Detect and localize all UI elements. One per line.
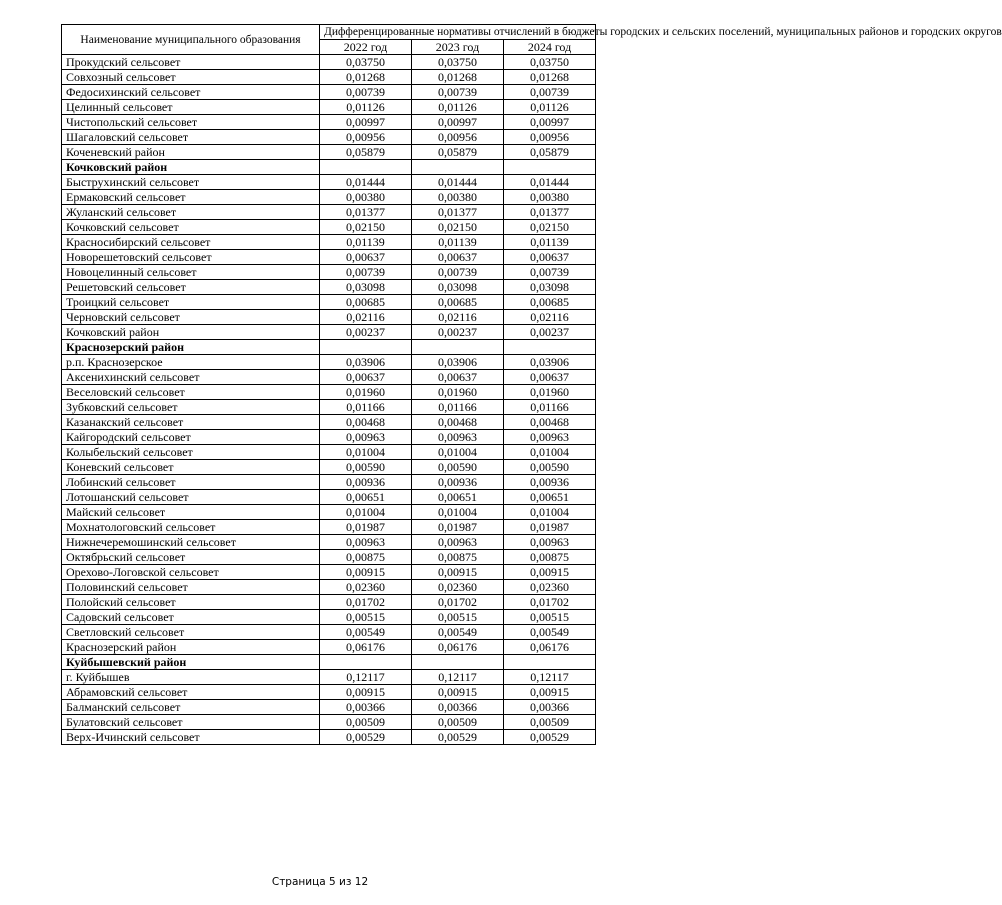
value-2022-cell: 0,01139: [320, 235, 412, 250]
table-row: [62, 550, 596, 565]
table-row: [62, 460, 596, 475]
value-2024-cell: 0,00529: [504, 730, 596, 745]
municipality-name-cell: Октябрьский сельсовет: [62, 550, 320, 565]
value-2022-cell: 0,00963: [320, 430, 412, 445]
value-2023-cell: 0,00915: [412, 685, 504, 700]
value-2023-cell: 0,00515: [412, 610, 504, 625]
value-2024-cell: 0,00637: [504, 370, 596, 385]
municipality-name-cell: Лобинский сельсовет: [62, 475, 320, 490]
value-2024-cell: 0,00997: [504, 115, 596, 130]
value-2022-cell: 0,03906: [320, 355, 412, 370]
table-row: [62, 310, 596, 325]
value-2024-cell: 0,01166: [504, 400, 596, 415]
municipality-name-cell: Ермаковский сельсовет: [62, 190, 320, 205]
value-2023-cell: 0,01126: [412, 100, 504, 115]
value-2023-cell: 0,00237: [412, 325, 504, 340]
value-2022-cell: 0,00739: [320, 265, 412, 280]
table-row: [62, 610, 596, 625]
value-2022-cell: 0,00380: [320, 190, 412, 205]
municipality-name-cell: Чистопольский сельсовет: [62, 115, 320, 130]
value-2022-cell: 0,01126: [320, 100, 412, 115]
table-row: [62, 55, 596, 70]
value-2022-cell: 0,00956: [320, 130, 412, 145]
value-2023-cell: 0,01004: [412, 445, 504, 460]
value-2023-cell: 0,01004: [412, 505, 504, 520]
municipality-name-cell: Нижнечеремошинский сельсовет: [62, 535, 320, 550]
value-2022-cell: 0,00997: [320, 115, 412, 130]
table-row: [62, 280, 596, 295]
value-2024-cell: 0,01960: [504, 385, 596, 400]
table-row: [62, 250, 596, 265]
value-2022-cell: 0,03098: [320, 280, 412, 295]
table-row: [62, 355, 596, 370]
table-row: [62, 580, 596, 595]
value-2024-cell: 0,00590: [504, 460, 596, 475]
municipality-name-cell: Коневский сельсовет: [62, 460, 320, 475]
value-2022-cell: 0,00915: [320, 565, 412, 580]
table-row: [62, 625, 596, 640]
value-2022-cell: 0,00549: [320, 625, 412, 640]
value-2023-cell: 0,00366: [412, 700, 504, 715]
value-2023-cell: 0,00963: [412, 535, 504, 550]
section-title: Куйбышевский район: [62, 655, 320, 670]
value-2024-cell: 0,05879: [504, 145, 596, 160]
value-2023-cell: 0,00509: [412, 715, 504, 730]
value-2024-cell: 0,01268: [504, 70, 596, 85]
value-2024-cell: 0,02150: [504, 220, 596, 235]
value-2023-cell: 0,01960: [412, 385, 504, 400]
section-row: [62, 340, 596, 355]
value-2022-cell: 0,05879: [320, 145, 412, 160]
value-2023-cell: 0,02116: [412, 310, 504, 325]
value-2022-cell: 0,00685: [320, 295, 412, 310]
value-2023-cell: 0,00637: [412, 370, 504, 385]
value-2023-cell: 0,00529: [412, 730, 504, 745]
header-municipality: Наименование муниципального образования: [62, 25, 320, 55]
value-2023-cell: 0,00590: [412, 460, 504, 475]
value-2024-cell: 0,01139: [504, 235, 596, 250]
value-2023-cell: 0,06176: [412, 640, 504, 655]
municipality-name-cell: Балманский сельсовет: [62, 700, 320, 715]
municipality-name-cell: Красносибирский сельсовет: [62, 235, 320, 250]
value-2024-cell: 0,00915: [504, 565, 596, 580]
value-2022-cell: 0,01960: [320, 385, 412, 400]
value-2023-cell: 0,00997: [412, 115, 504, 130]
value-2022-cell: 0,12117: [320, 670, 412, 685]
value-2023-cell: 0,00936: [412, 475, 504, 490]
municipality-name-cell: Верх-Ичинский сельсовет: [62, 730, 320, 745]
municipality-name-cell: Черновский сельсовет: [62, 310, 320, 325]
value-2022-cell: 0,01444: [320, 175, 412, 190]
municipality-name-cell: Новоцелинный сельсовет: [62, 265, 320, 280]
value-2023-cell: 0,00651: [412, 490, 504, 505]
value-2024-cell: 0,00956: [504, 130, 596, 145]
municipality-name-cell: Шагаловский сельсовет: [62, 130, 320, 145]
empty-cell: [412, 160, 504, 175]
value-2022-cell: 0,00963: [320, 535, 412, 550]
empty-cell: [412, 655, 504, 670]
value-2022-cell: 0,01004: [320, 505, 412, 520]
value-2024-cell: 0,02116: [504, 310, 596, 325]
municipality-name-cell: Жуланский сельсовет: [62, 205, 320, 220]
section-title: Кочковский район: [62, 160, 320, 175]
value-2022-cell: 0,00739: [320, 85, 412, 100]
value-2022-cell: 0,01702: [320, 595, 412, 610]
table-row: [62, 685, 596, 700]
value-2023-cell: 0,03750: [412, 55, 504, 70]
value-2023-cell: 0,02150: [412, 220, 504, 235]
table-row: [62, 430, 596, 445]
value-2022-cell: 0,02150: [320, 220, 412, 235]
value-2024-cell: 0,06176: [504, 640, 596, 655]
empty-cell: [320, 655, 412, 670]
municipality-name-cell: Решетовский сельсовет: [62, 280, 320, 295]
municipality-name-cell: Кайгородский сельсовет: [62, 430, 320, 445]
table-row: [62, 100, 596, 115]
value-2022-cell: 0,00237: [320, 325, 412, 340]
value-2024-cell: 0,00380: [504, 190, 596, 205]
value-2024-cell: 0,01444: [504, 175, 596, 190]
value-2024-cell: 0,00875: [504, 550, 596, 565]
value-2024-cell: 0,03906: [504, 355, 596, 370]
municipality-name-cell: Мохнатологовский сельсовет: [62, 520, 320, 535]
value-2022-cell: 0,00637: [320, 370, 412, 385]
value-2024-cell: 0,01987: [504, 520, 596, 535]
value-2023-cell: 0,01444: [412, 175, 504, 190]
header-description: Дифференцированные нормативы отчислений в бюджеты городских и сельских поселений, муниципальных районов и городских округов: [320, 25, 596, 40]
municipality-name-cell: Кочковский район: [62, 325, 320, 340]
value-2024-cell: 0,01004: [504, 445, 596, 460]
value-2022-cell: 0,00651: [320, 490, 412, 505]
value-2024-cell: 0,12117: [504, 670, 596, 685]
value-2024-cell: 0,01126: [504, 100, 596, 115]
table-row: [62, 190, 596, 205]
section-title: Краснозерский район: [62, 340, 320, 355]
table-row: [62, 715, 596, 730]
value-2023-cell: 0,00549: [412, 625, 504, 640]
value-2023-cell: 0,00963: [412, 430, 504, 445]
value-2022-cell: 0,01004: [320, 445, 412, 460]
municipality-name-cell: Кочковский сельсовет: [62, 220, 320, 235]
table-row: [62, 235, 596, 250]
value-2023-cell: 0,00685: [412, 295, 504, 310]
value-2024-cell: 0,00515: [504, 610, 596, 625]
section-row: [62, 655, 596, 670]
value-2023-cell: 0,05879: [412, 145, 504, 160]
municipality-name-cell: Новорешетовский сельсовет: [62, 250, 320, 265]
table-row: [62, 145, 596, 160]
municipality-name-cell: Зубковский сельсовет: [62, 400, 320, 415]
value-2022-cell: 0,01377: [320, 205, 412, 220]
table-row: [62, 175, 596, 190]
value-2024-cell: 0,03750: [504, 55, 596, 70]
value-2022-cell: 0,01268: [320, 70, 412, 85]
value-2022-cell: 0,00468: [320, 415, 412, 430]
value-2024-cell: 0,00468: [504, 415, 596, 430]
municipality-name-cell: Быструхинский сельсовет: [62, 175, 320, 190]
table-row: [62, 130, 596, 145]
municipality-name-cell: Орехово-Логовской сельсовет: [62, 565, 320, 580]
municipality-name-cell: Прокудский сельсовет: [62, 55, 320, 70]
value-2022-cell: 0,00366: [320, 700, 412, 715]
value-2024-cell: 0,01377: [504, 205, 596, 220]
empty-cell: [504, 340, 596, 355]
value-2022-cell: 0,03750: [320, 55, 412, 70]
municipality-name-cell: Майский сельсовет: [62, 505, 320, 520]
value-2023-cell: 0,00637: [412, 250, 504, 265]
value-2023-cell: 0,03906: [412, 355, 504, 370]
empty-cell: [320, 160, 412, 175]
header-year-2022: 2022 год: [320, 40, 412, 55]
value-2024-cell: 0,00739: [504, 85, 596, 100]
table-row: [62, 85, 596, 100]
empty-cell: [504, 160, 596, 175]
value-2024-cell: 0,00936: [504, 475, 596, 490]
value-2023-cell: 0,00915: [412, 565, 504, 580]
value-2022-cell: 0,01987: [320, 520, 412, 535]
municipality-name-cell: г. Куйбышев: [62, 670, 320, 685]
value-2023-cell: 0,00739: [412, 265, 504, 280]
municipality-name-cell: Веселовский сельсовет: [62, 385, 320, 400]
municipality-name-cell: Лотошанский сельсовет: [62, 490, 320, 505]
value-2024-cell: 0,01702: [504, 595, 596, 610]
value-2024-cell: 0,00237: [504, 325, 596, 340]
value-2024-cell: 0,00963: [504, 535, 596, 550]
section-row: [62, 160, 596, 175]
table-row: [62, 475, 596, 490]
value-2022-cell: 0,02360: [320, 580, 412, 595]
table-row: [62, 115, 596, 130]
table-row: [62, 730, 596, 745]
value-2024-cell: 0,03098: [504, 280, 596, 295]
table-row: [62, 295, 596, 310]
value-2022-cell: 0,01166: [320, 400, 412, 415]
empty-cell: [504, 655, 596, 670]
value-2023-cell: 0,12117: [412, 670, 504, 685]
value-2023-cell: 0,00956: [412, 130, 504, 145]
page-number: Страница 5 из 12: [271, 876, 369, 888]
value-2024-cell: 0,02360: [504, 580, 596, 595]
empty-cell: [320, 340, 412, 355]
table-row: [62, 385, 596, 400]
table-body: [62, 55, 596, 745]
table-row: [62, 415, 596, 430]
value-2024-cell: 0,00685: [504, 295, 596, 310]
value-2024-cell: 0,00366: [504, 700, 596, 715]
value-2022-cell: 0,02116: [320, 310, 412, 325]
table-row: [62, 265, 596, 280]
value-2023-cell: 0,00468: [412, 415, 504, 430]
table-row: [62, 505, 596, 520]
table-row: [62, 640, 596, 655]
table-row: [62, 325, 596, 340]
municipality-name-cell: Садовский сельсовет: [62, 610, 320, 625]
value-2024-cell: 0,00963: [504, 430, 596, 445]
norms-table: [61, 24, 1002, 745]
header-year-2024: 2024 год: [504, 40, 596, 55]
value-2023-cell: 0,03098: [412, 280, 504, 295]
value-2022-cell: 0,00590: [320, 460, 412, 475]
value-2023-cell: 0,01702: [412, 595, 504, 610]
value-2024-cell: 0,01004: [504, 505, 596, 520]
value-2024-cell: 0,00637: [504, 250, 596, 265]
municipality-name-cell: Коченевский район: [62, 145, 320, 160]
value-2022-cell: 0,00509: [320, 715, 412, 730]
header-year-2023: 2023 год: [412, 40, 504, 55]
municipality-name-cell: Целинный сельсовет: [62, 100, 320, 115]
municipality-name-cell: Половинский сельсовет: [62, 580, 320, 595]
value-2023-cell: 0,02360: [412, 580, 504, 595]
value-2023-cell: 0,01268: [412, 70, 504, 85]
value-2023-cell: 0,01377: [412, 205, 504, 220]
table-row: [62, 205, 596, 220]
municipality-name-cell: Краснозерский район: [62, 640, 320, 655]
value-2023-cell: 0,01166: [412, 400, 504, 415]
table-row: [62, 70, 596, 85]
value-2023-cell: 0,00739: [412, 85, 504, 100]
value-2022-cell: 0,06176: [320, 640, 412, 655]
value-2022-cell: 0,00936: [320, 475, 412, 490]
value-2024-cell: 0,00915: [504, 685, 596, 700]
table-row: [62, 565, 596, 580]
value-2024-cell: 0,00651: [504, 490, 596, 505]
value-2023-cell: 0,01987: [412, 520, 504, 535]
value-2022-cell: 0,00915: [320, 685, 412, 700]
table-row: [62, 490, 596, 505]
table-row: [62, 700, 596, 715]
municipality-name-cell: р.п. Краснозерское: [62, 355, 320, 370]
value-2023-cell: 0,00875: [412, 550, 504, 565]
value-2022-cell: 0,00875: [320, 550, 412, 565]
value-2024-cell: 0,00549: [504, 625, 596, 640]
value-2022-cell: 0,00637: [320, 250, 412, 265]
municipality-name-cell: Светловский сельсовет: [62, 625, 320, 640]
municipality-name-cell: Федосихинский сельсовет: [62, 85, 320, 100]
table-row: [62, 595, 596, 610]
municipality-name-cell: Полойский сельсовет: [62, 595, 320, 610]
municipality-name-cell: Абрамовский сельсовет: [62, 685, 320, 700]
table-row: [62, 220, 596, 235]
table-row: [62, 535, 596, 550]
value-2023-cell: 0,01139: [412, 235, 504, 250]
empty-cell: [412, 340, 504, 355]
table-row: [62, 670, 596, 685]
municipality-name-cell: Троицкий сельсовет: [62, 295, 320, 310]
table-row: [62, 400, 596, 415]
value-2024-cell: 0,00739: [504, 265, 596, 280]
municipality-name-cell: Казанакский сельсовет: [62, 415, 320, 430]
municipality-name-cell: Аксенихинский сельсовет: [62, 370, 320, 385]
value-2022-cell: 0,00529: [320, 730, 412, 745]
table-row: [62, 520, 596, 535]
value-2023-cell: 0,00380: [412, 190, 504, 205]
municipality-name-cell: Совхозный сельсовет: [62, 70, 320, 85]
value-2022-cell: 0,00515: [320, 610, 412, 625]
municipality-name-cell: Колыбельский сельсовет: [62, 445, 320, 460]
table-row: [62, 445, 596, 460]
municipality-name-cell: Булатовский сельсовет: [62, 715, 320, 730]
table-row: [62, 370, 596, 385]
value-2024-cell: 0,00509: [504, 715, 596, 730]
